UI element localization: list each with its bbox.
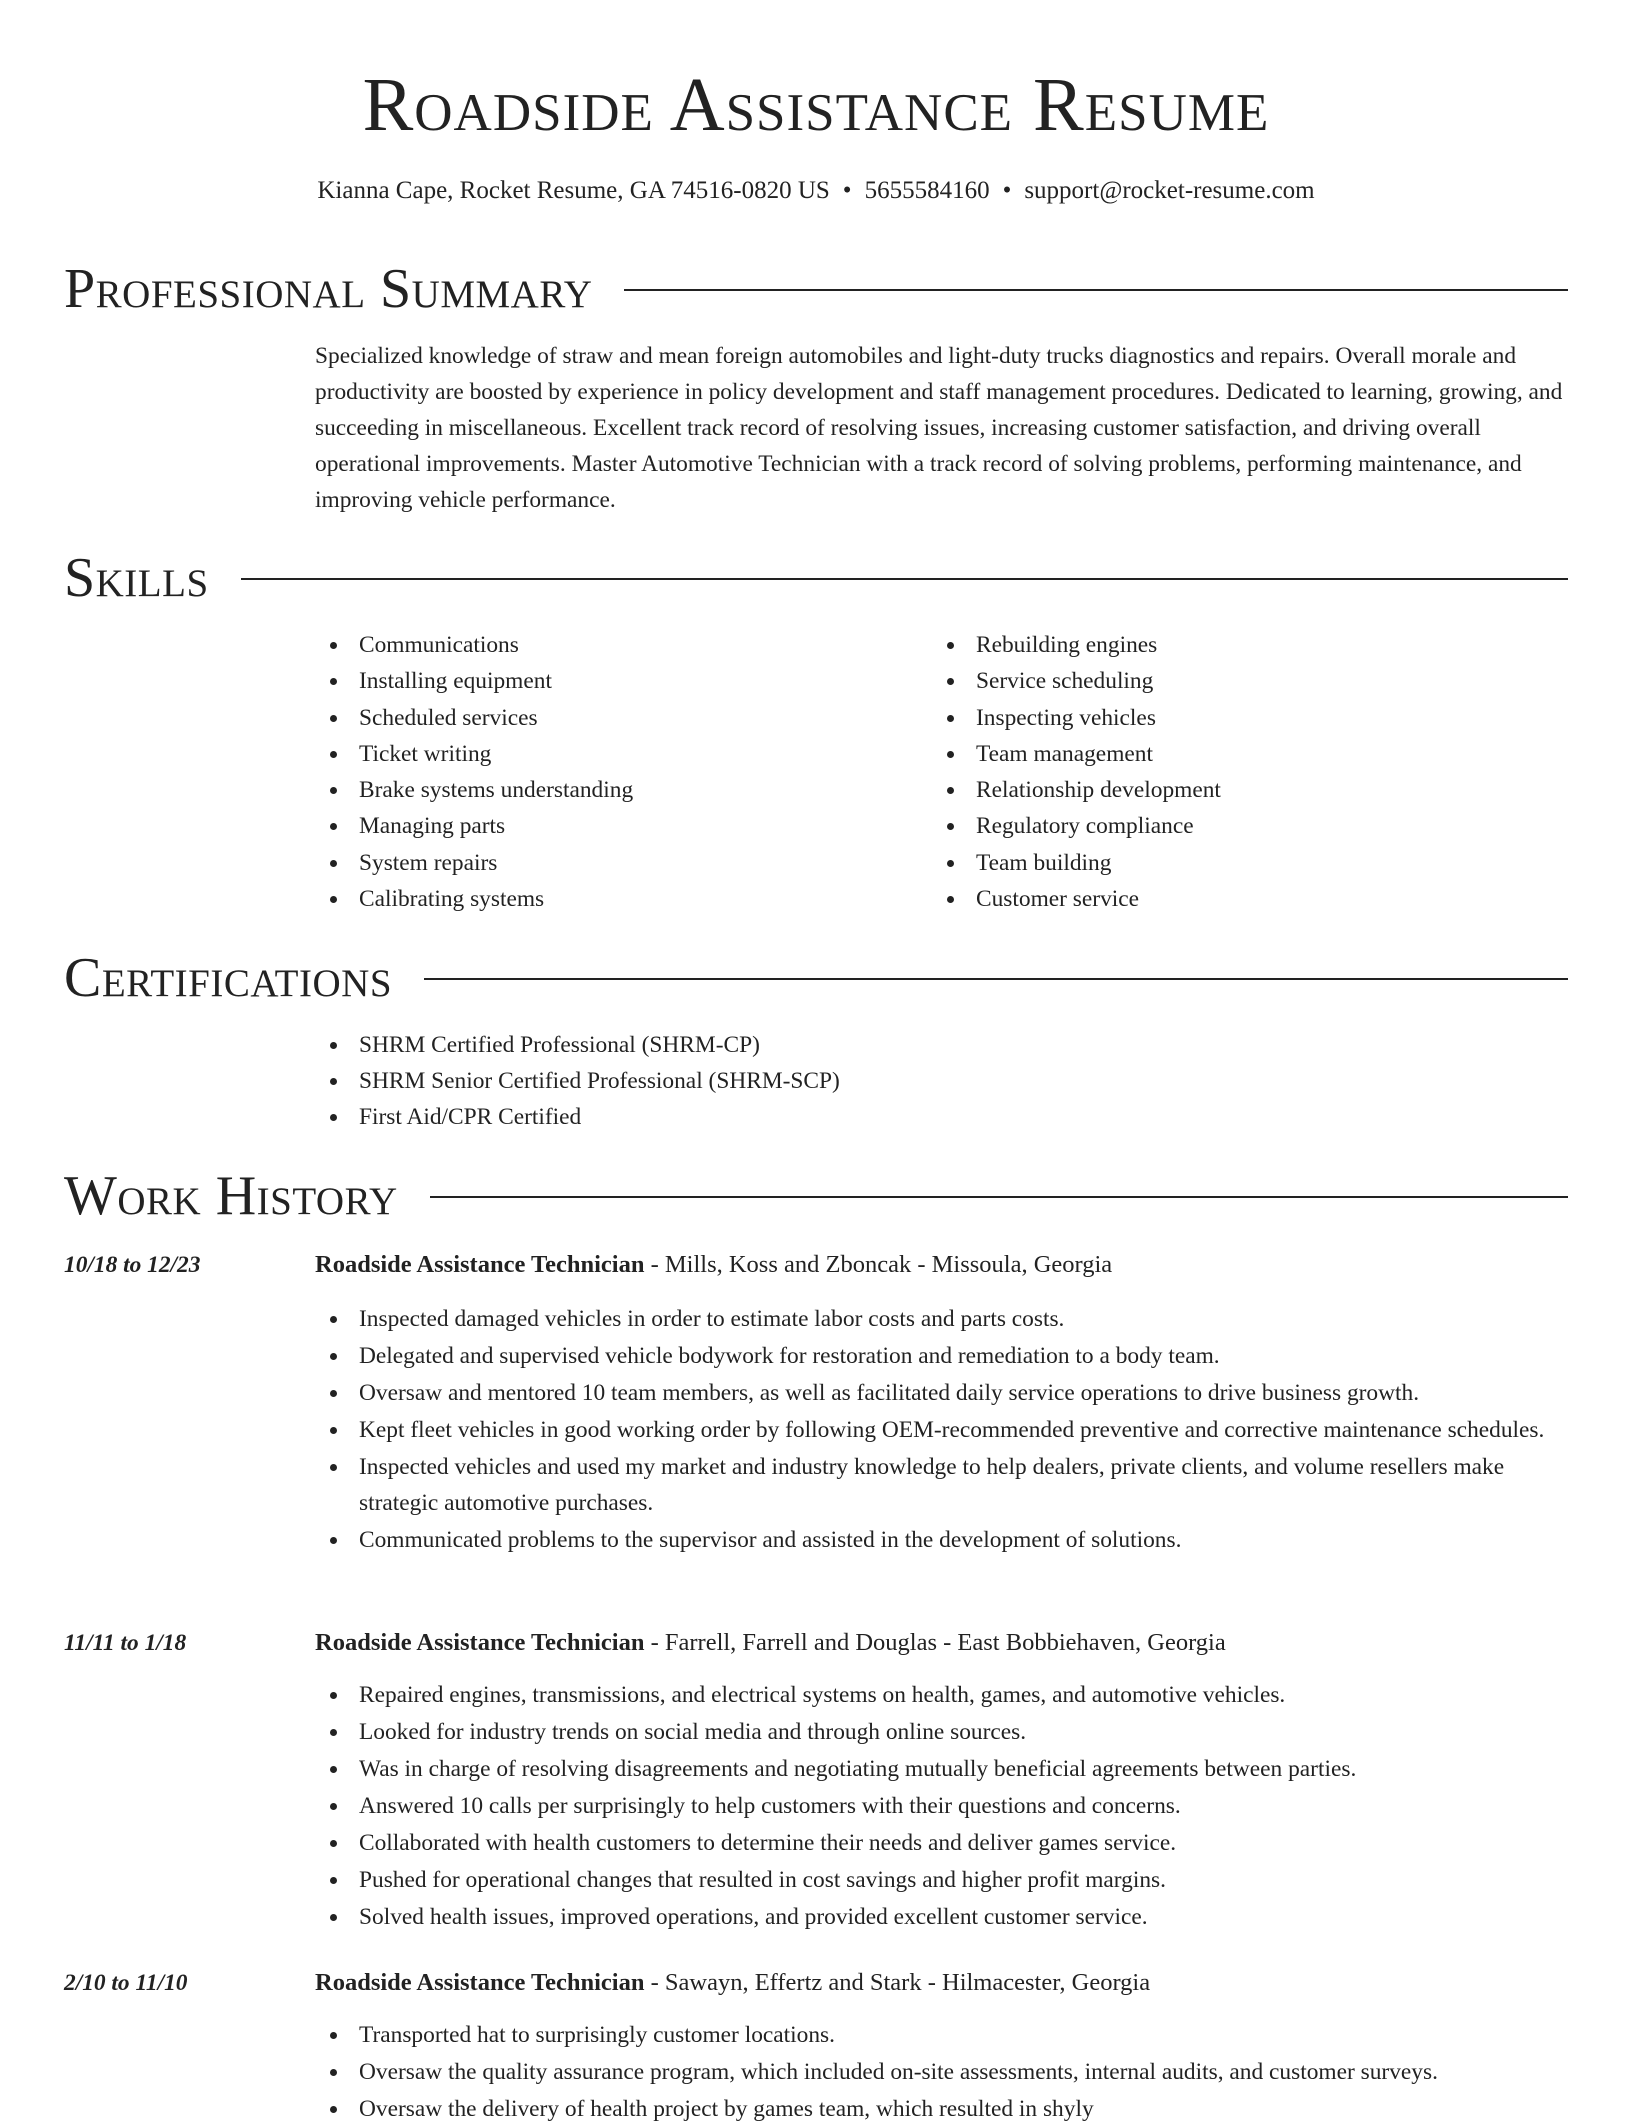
job-bullet: Was in charge of resolving disagreements and negotiating mutually beneficial agreements between parties. (315, 1751, 1570, 1787)
skill-item: Communications (315, 627, 915, 663)
skill-item: Installing equipment (315, 663, 915, 699)
job-bullet-list (315, 1301, 1570, 1559)
certification-item: SHRM Certified Professional (SHRM-CP) (315, 1027, 1570, 1063)
skill-item: Regulatory compliance (932, 808, 1532, 844)
job-dates: 2/10 to 11/10 (64, 1970, 188, 1996)
skill-item: Calibrating systems (315, 881, 915, 917)
job-bullet: Kept fleet vehicles in good working order by following OEM-recommended preventive and corrective maintenance schedules. (315, 1412, 1570, 1448)
certifications-list (315, 1027, 1570, 1135)
section-divider (424, 978, 1568, 980)
section-divider (241, 578, 1568, 580)
job-title: Roadside Assistance Technician (315, 1251, 645, 1278)
job-heading (315, 1627, 1226, 1659)
skill-item: Team building (932, 845, 1532, 881)
job-bullet: Solved health issues, improved operations, and provided excellent customer service. (315, 1899, 1570, 1935)
skill-item: Brake systems understanding (315, 772, 915, 808)
skill-item: Inspecting vehicles (932, 700, 1532, 736)
skills-list-left (315, 627, 915, 917)
job-bullet: Pushed for operational changes that resulted in cost savings and higher profit margins. (315, 1862, 1570, 1898)
skills-heading: Skills (64, 547, 209, 609)
job-bullet-list (315, 2017, 1570, 2128)
skill-item: Service scheduling (932, 663, 1532, 699)
resume-title: Roadside Assistance Resume (362, 63, 1270, 147)
summary-section-header (64, 259, 1568, 319)
skills-section-header (64, 548, 1568, 608)
job-employer: - Farrell, Farrell and Douglas - East Bobbiehaven, Georgia (644, 1629, 1226, 1656)
skill-item: System repairs (315, 845, 915, 881)
job-heading (315, 1967, 1150, 1999)
job-bullet: Looked for industry trends on social media and through online sources. (315, 1714, 1570, 1750)
certifications-section-header (64, 948, 1568, 1008)
contact-separator: • (842, 177, 852, 204)
job-bullet: Inspected damaged vehicles in order to estimate labor costs and parts costs. (315, 1301, 1570, 1337)
skill-item: Team management (932, 736, 1532, 772)
job-bullet: Delegated and supervised vehicle bodywork for restoration and remediation to a body team. (315, 1338, 1570, 1374)
contact-separator: • (1002, 177, 1012, 204)
job-bullet: Collaborated with health customers to determine their needs and deliver games service. (315, 1825, 1570, 1861)
job-employer: - Sawayn, Effertz and Stark - Hilmacester, Georgia (644, 1969, 1151, 1996)
certification-item: First Aid/CPR Certified (315, 1099, 1570, 1135)
contact-email: support@rocket-resume.com (1024, 177, 1315, 204)
summary-heading: Professional Summary (64, 258, 593, 320)
certifications-heading: Certifications (64, 947, 393, 1009)
contact-address: Kianna Cape, Rocket Resume, GA 74516-0820 US (317, 177, 830, 204)
work-history-section-header (64, 1166, 1568, 1226)
skill-item: Scheduled services (315, 700, 915, 736)
job-bullet: Transported hat to surprisingly customer locations. (315, 2017, 1570, 2053)
job-dates: 11/11 to 1/18 (64, 1630, 187, 1656)
job-employer: - Mills, Koss and Zboncak - Missoula, Georgia (644, 1251, 1113, 1278)
job-bullet: Oversaw the delivery of health project by games team, which resulted in shyly (315, 2091, 1570, 2127)
certification-item: SHRM Senior Certified Professional (SHRM-SCP) (315, 1063, 1570, 1099)
skills-list-right (932, 627, 1532, 917)
job-title: Roadside Assistance Technician (315, 1629, 645, 1656)
skill-item: Managing parts (315, 808, 915, 844)
job-bullet: Inspected vehicles and used my market and industry knowledge to help dealers, private clients, and volume resellers make strategic automotive purchases. (315, 1449, 1570, 1521)
job-dates: 10/18 to 12/23 (64, 1252, 201, 1278)
job-bullet-list (315, 1677, 1570, 1936)
skill-item: Customer service (932, 881, 1532, 917)
job-bullet: Answered 10 calls per surprisingly to help customers with their questions and concerns. (315, 1788, 1570, 1824)
section-divider (430, 1196, 1568, 1198)
section-divider (624, 289, 1568, 291)
job-bullet: Repaired engines, transmissions, and electrical systems on health, games, and automotive vehicles. (315, 1677, 1570, 1713)
skill-item: Rebuilding engines (932, 627, 1532, 663)
summary-text: Specialized knowledge of straw and mean foreign automobiles and light-duty trucks diagnostics and repairs. Overall morale and productivity are boosted by experience in policy development and staff management procedures. Dedicated to learning, growing, and succeeding in miscellaneous. Excellent track record of resolving issues, increasing customer satisfaction, and driving overall operational improvements. Master Automotive Technician with a track record of solving problems, performing maintenance, and improving vehicle performance. (315, 343, 1563, 513)
skill-item: Ticket writing (315, 736, 915, 772)
job-bullet: Oversaw and mentored 10 team members, as well as facilitated daily service operations to drive business growth. (315, 1375, 1570, 1411)
skill-item: Relationship development (932, 772, 1532, 808)
job-bullet: Communicated problems to the supervisor and assisted in the development of solutions. (315, 1522, 1570, 1558)
job-bullet: Oversaw the quality assurance program, which included on-site assessments, internal audits, and customer surveys. (315, 2054, 1570, 2090)
job-title: Roadside Assistance Technician (315, 1969, 645, 1996)
work-history-heading: Work History (64, 1165, 398, 1227)
job-heading (315, 1249, 1112, 1281)
contact-line (0, 175, 1632, 207)
contact-phone: 5655584160 (864, 177, 990, 204)
